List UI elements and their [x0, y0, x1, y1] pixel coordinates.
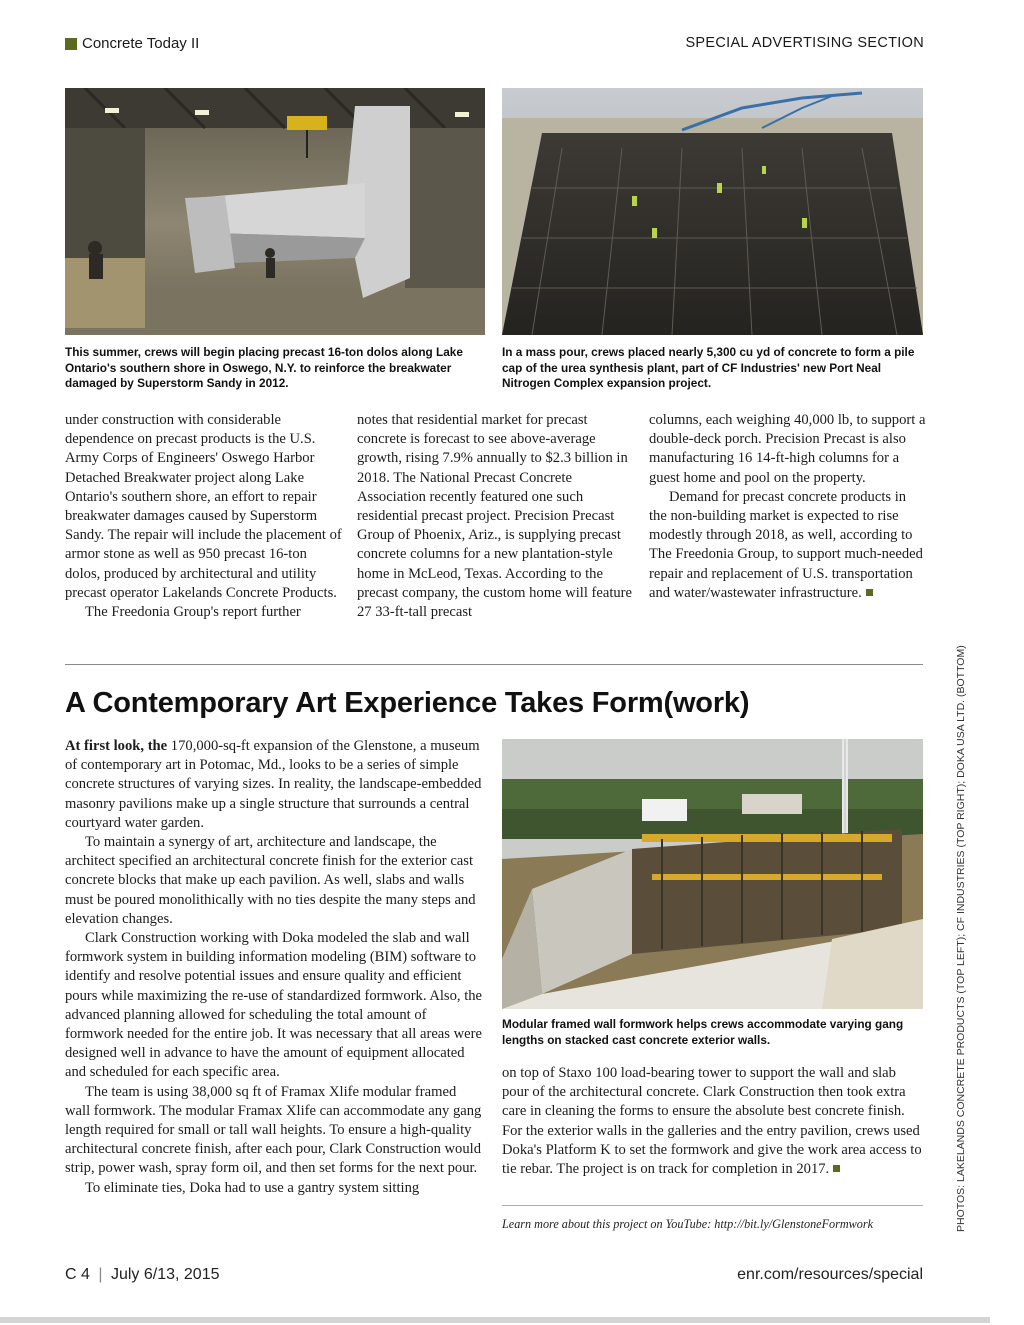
bottom-right-paragraph-1-text: on top of Staxo 100 load-bearing tower to support the wall and slab pour of the architectural concrete. Clark Construction then took extra care in cleaning the forms to ensure the absolute best concrete finish. For the exterior walls in the galleries and the entry pavilion, crews used Doka's Platform K to set the formwork and give the work area access to tie rebar. The project is on track for completion in 2017.	[502, 1065, 922, 1178]
bottom-paragraph-4: The team is using 38,000 sq ft of Framax Xlife modular framed wall formwork. The modular Framax Xlife can accommodate any gang length required for small or tall wall heights. To ensure a high-quality architectural concrete finish, after each pour, Clark Construction would strip, power wash, spray form oil, and then set forms for the next pour.	[65, 1083, 482, 1177]
end-of-article-icon	[833, 1165, 840, 1172]
top-article-column-1	[65, 411, 343, 622]
page-number: C 4	[65, 1266, 90, 1283]
top-col3-paragraph-1: columns, each weighing 40,000 lb, to support a double-deck porch. Precision Precast is also manufacturing 16 14-ft-high columns for a guest home and pool on the property.	[649, 412, 926, 486]
page-bottom-bar	[0, 1317, 990, 1323]
bottom-paragraph-1	[65, 737, 485, 833]
bottom-paragraph-1-text: 170,000-sq-ft expansion of the Glenstone, a museum of contemporary art in Potomac, Md., looks to be a series of simple concrete structures of varying sizes. In reality, the landscape-embedded masonry pavilions make up a single structure that surrounds a central courtyard water garden.	[65, 738, 482, 831]
top-col3-paragraph-2-text: Demand for precast concrete products in the non-building market is expected to rise modestly through 2018, as well, according to The Freedonia Group, to support much-needed repair and replacement of U.S. transportation and water/wastewater infrastructure.	[649, 488, 923, 601]
page-footer-left	[65, 1266, 220, 1284]
footer-separator: |	[98, 1266, 103, 1283]
section-name: Concrete Today II	[82, 35, 200, 52]
mass-pour-photo-caption: In a mass pour, crews placed nearly 5,300 cu yd of concrete to form a pile cap of the urea synthesis plant, part of CF Industries' new Port Neal Nitrogen Complex expansion project.	[502, 345, 915, 390]
top-col3-paragraph-2	[649, 488, 927, 603]
lead-in: At first look, the	[65, 738, 168, 754]
top-col1-paragraph-2: The Freedonia Group's report further	[85, 604, 301, 621]
section-divider	[65, 664, 923, 665]
top-article-column-3	[649, 411, 927, 603]
photo-credit: PHOTOS: LAKELANDS CONCRETE PRODUCTS (TOP LEFT); CF INDUSTRIES (TOP RIGHT); DOKA USA LTD. (BOTTOM)	[955, 645, 967, 1232]
formwork-construction-photo	[502, 739, 923, 1009]
bottom-paragraph-2: To maintain a synergy of art, architecture and landscape, the architect specified an architectural concrete finish for the exterior cast concrete blocks that make up each pavilion. As well, slabs and walls must be poured monolithically with no ties despite the many steps and elevation changes.	[65, 834, 476, 927]
dolos-photo-caption: This summer, crews will begin placing precast 16-ton dolos along Lake Ontario's southern shore in Oswego, N.Y. to reinforce the breakwater damaged by Superstorm Sandy in 2012.	[65, 345, 463, 390]
learn-more-note: Learn more about this project on YouTube: http://bit.ly/GlenstoneFormwork	[502, 1217, 874, 1231]
top-article-column-2	[357, 411, 633, 622]
dolos-warehouse-photo	[65, 88, 485, 335]
footer-url[interactable]: enr.com/resources/special	[737, 1266, 923, 1283]
bottom-article-left-column	[65, 737, 485, 1198]
section-title	[65, 35, 199, 52]
top-col1-paragraph-1: under construction with considerable dependence on precast products is the U.S. Army Corps of Engineers' Oswego Harbor Detached Breakwater project along Lake Ontario's southern shore, an effort to repair breakwater damages caused by Superstorm Sandy. The repair will include the placement of armor stone as well as 950 precast 16-ton dolos, produced by architectural and utility precast operator Lakelands Concrete Products.	[65, 412, 342, 601]
advertising-label: SPECIAL ADVERTISING SECTION	[685, 35, 924, 51]
learn-more-divider	[502, 1205, 923, 1206]
issue-date: July 6/13, 2015	[110, 1266, 220, 1283]
bottom-article-right-column	[502, 1064, 924, 1179]
article-headline: A Contemporary Art Experience Takes Form(work)	[65, 687, 750, 719]
bottom-right-paragraph-1	[502, 1064, 924, 1179]
bottom-paragraph-3: Clark Construction working with Doka modeled the slab and wall formwork system in building information modeling (BIM) software to identify and resolve potential issues and ensure quality and efficient pours while maximizing the re-use of standardized formwork. Also, the advanced planning allowed for scheduling the total amount of formwork needed for the entire job. It was necessary that all areas were designed well in advance to have the amount of equipment allocated and scheduled for each specific area.	[65, 930, 483, 1081]
bottom-paragraph-5: To eliminate ties, Doka had to use a gantry system sitting	[85, 1179, 420, 1196]
top-col2-paragraph-1: notes that residential market for precast concrete is forecast to see above-average growth, rising 7.9% annually to $2.3 billion in 2018. The National Precast Concrete Association recently featured one such residential precast project. Precision Precast Group of Phoenix, Ariz., is supplying precast concrete columns for a new plantation-style home in McLeod, Texas. According to the precast company, the custom home will feature 27 33-ft-tall precast	[357, 412, 633, 621]
mass-pour-photo	[502, 88, 923, 335]
section-marker-icon	[65, 38, 77, 50]
end-of-article-icon	[866, 589, 873, 596]
formwork-photo-caption: Modular framed wall formwork helps crews accommodate varying gang lengths on stacked cast concrete exterior walls.	[502, 1017, 904, 1047]
